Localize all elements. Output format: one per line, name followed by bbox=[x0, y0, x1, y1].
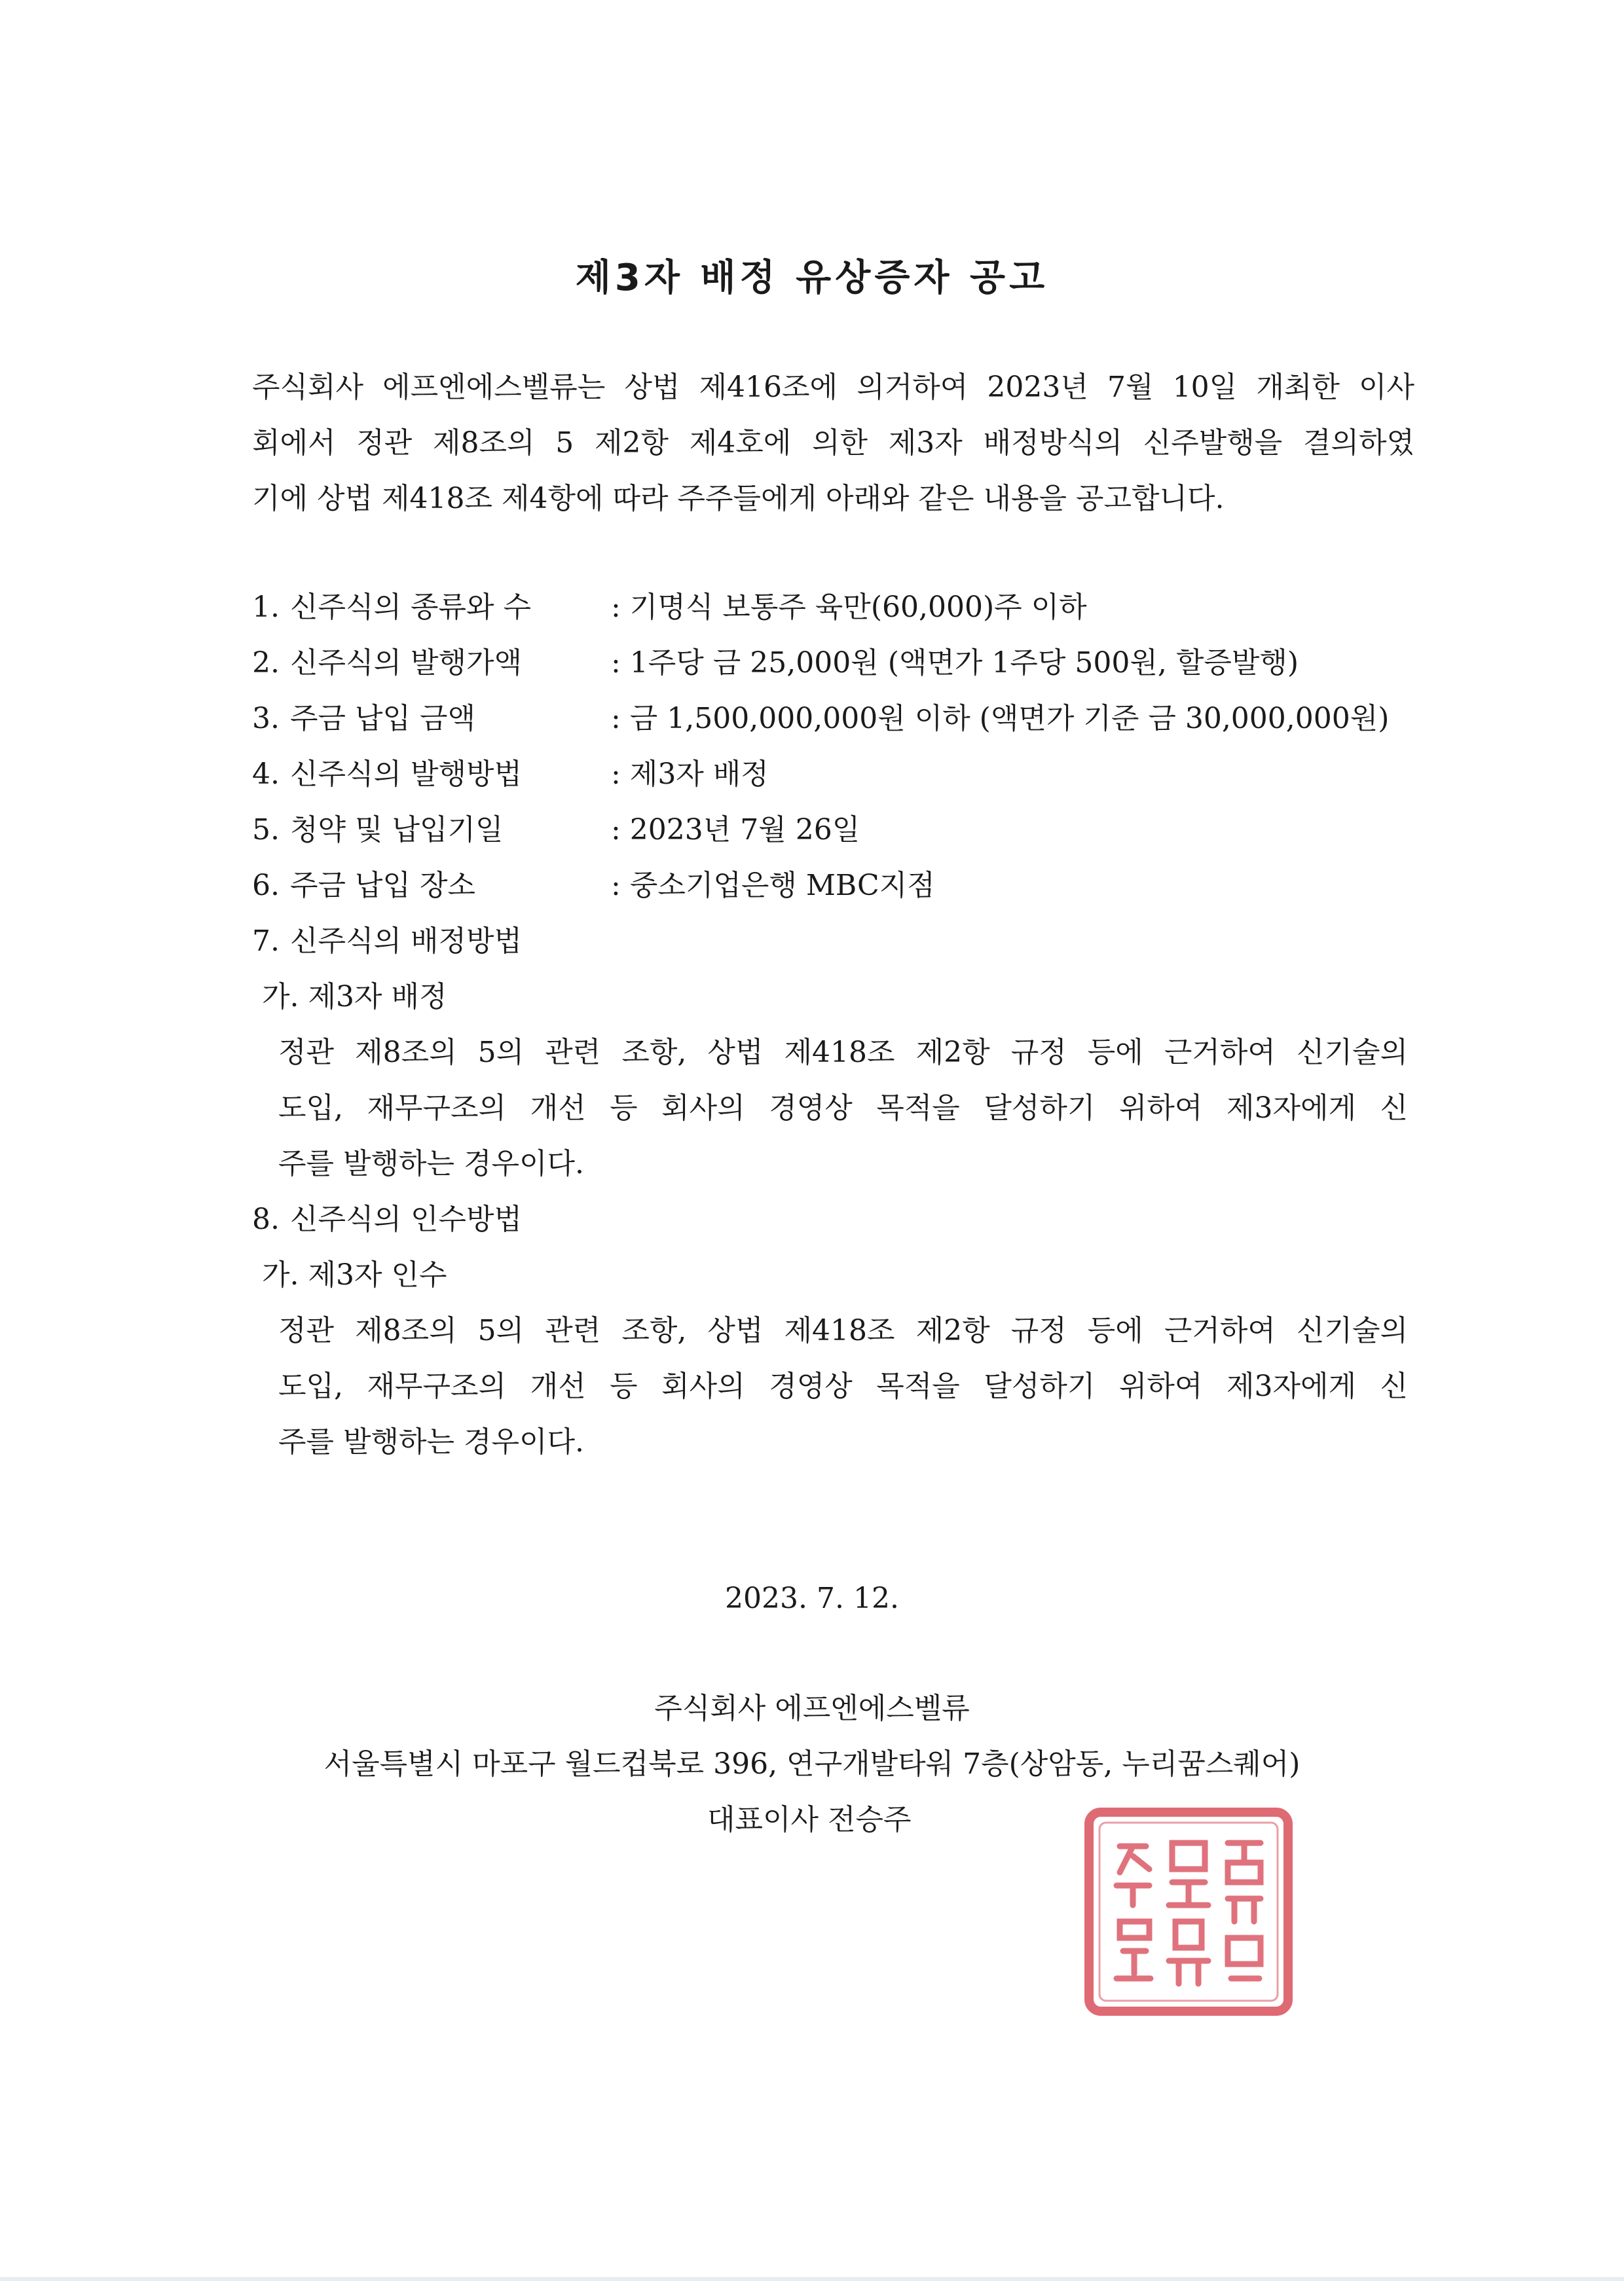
item-label: 신주식의 인수방법 bbox=[290, 1203, 523, 1236]
bottom-scan-edge bbox=[0, 2277, 1624, 2281]
intro-line-1: 주식회사 에프엔에스벨류는 상법 제416조에 의거하여 2023년 7월 10일 개최한 이사 bbox=[252, 371, 1414, 404]
item-value: : 중소기업은행 MBC지점 bbox=[611, 869, 935, 902]
list-item-1 bbox=[252, 588, 1087, 627]
list-item-3 bbox=[252, 699, 1389, 738]
item-label: 신주식의 발행가액 bbox=[290, 646, 523, 680]
section8-line-1: 정관 제8조의 5의 관련 조항, 상법 제418조 제2항 규정 등에 근거하여 신기술의 bbox=[278, 1314, 1408, 1347]
item-number: 3. bbox=[252, 702, 280, 735]
item-value: : 기명식 보통주 육만(60,000)주 이하 bbox=[611, 591, 1087, 624]
section7-line-1: 정관 제8조의 5의 관련 조항, 상법 제418조 제2항 규정 등에 근거하여 신기술의 bbox=[278, 1036, 1408, 1069]
company-address: 서울특별시 마포구 월드컵북로 396, 연구개발타워 7층(상암동, 누리꿈스퀘어) bbox=[323, 1747, 1301, 1781]
item-value: : 1주당 금 25,000원 (액면가 1주당 500원, 할증발행) bbox=[611, 646, 1299, 680]
section8-sub-heading: 가. 제3자 인수 bbox=[262, 1258, 447, 1292]
list-item-6 bbox=[252, 866, 935, 905]
notice-date: 2023. 7. 12. bbox=[725, 1582, 899, 1615]
list-item-2 bbox=[252, 644, 1299, 683]
section8-line-3: 주를 발행하는 경우이다. bbox=[278, 1425, 584, 1459]
company-name: 주식회사 에프엔에스벨류 bbox=[654, 1692, 970, 1725]
item-number: 8. bbox=[252, 1203, 280, 1236]
item-number: 1. bbox=[252, 591, 280, 624]
company-seal-stamp bbox=[1084, 1807, 1293, 2016]
list-item-4 bbox=[252, 755, 769, 794]
section7-line-3: 주를 발행하는 경우이다. bbox=[278, 1147, 584, 1180]
intro-line-2: 회에서 정관 제8조의 5 제2항 제4호에 의한 제3자 배정방식의 신주발행을 결의하였 bbox=[252, 426, 1414, 460]
representative: 대표이사 전승주 bbox=[707, 1803, 912, 1836]
item-number: 5. bbox=[252, 813, 280, 847]
list-item-5 bbox=[252, 811, 860, 850]
item-label: 주금 납입 장소 bbox=[290, 869, 475, 902]
item-label: 주금 납입 금액 bbox=[290, 702, 475, 735]
item-value: : 금 1,500,000,000원 이하 (액면가 기준 금 30,000,000원) bbox=[611, 702, 1390, 735]
item-number: 4. bbox=[252, 757, 280, 791]
document-title: 제3자 배정 유상증자 공고 bbox=[575, 257, 1049, 299]
item-label: 신주식의 배정방법 bbox=[290, 924, 523, 958]
item-label: 청약 및 납입기일 bbox=[290, 813, 504, 847]
item-number: 6. bbox=[252, 869, 280, 902]
section7-sub-heading: 가. 제3자 배정 bbox=[262, 980, 447, 1013]
list-item-7 bbox=[252, 922, 611, 961]
item-label: 신주식의 발행방법 bbox=[290, 757, 523, 791]
item-label: 신주식의 종류와 수 bbox=[290, 591, 532, 624]
item-number: 2. bbox=[252, 646, 280, 680]
intro-line-3: 기에 상법 제418조 제4항에 따라 주주들에게 아래와 같은 내용을 공고합니다. bbox=[252, 482, 1225, 515]
section7-line-2: 도입, 재무구조의 개선 등 회사의 경영상 목적을 달성하기 위하여 제3자에게 신 bbox=[278, 1091, 1408, 1125]
section8-line-2: 도입, 재무구조의 개선 등 회사의 경영상 목적을 달성하기 위하여 제3자에게 신 bbox=[278, 1370, 1408, 1403]
item-value: : 제3자 배정 bbox=[611, 757, 769, 791]
item-number: 7. bbox=[252, 924, 280, 958]
item-value: : 2023년 7월 26일 bbox=[611, 813, 860, 847]
section8-heading bbox=[252, 1200, 522, 1239]
